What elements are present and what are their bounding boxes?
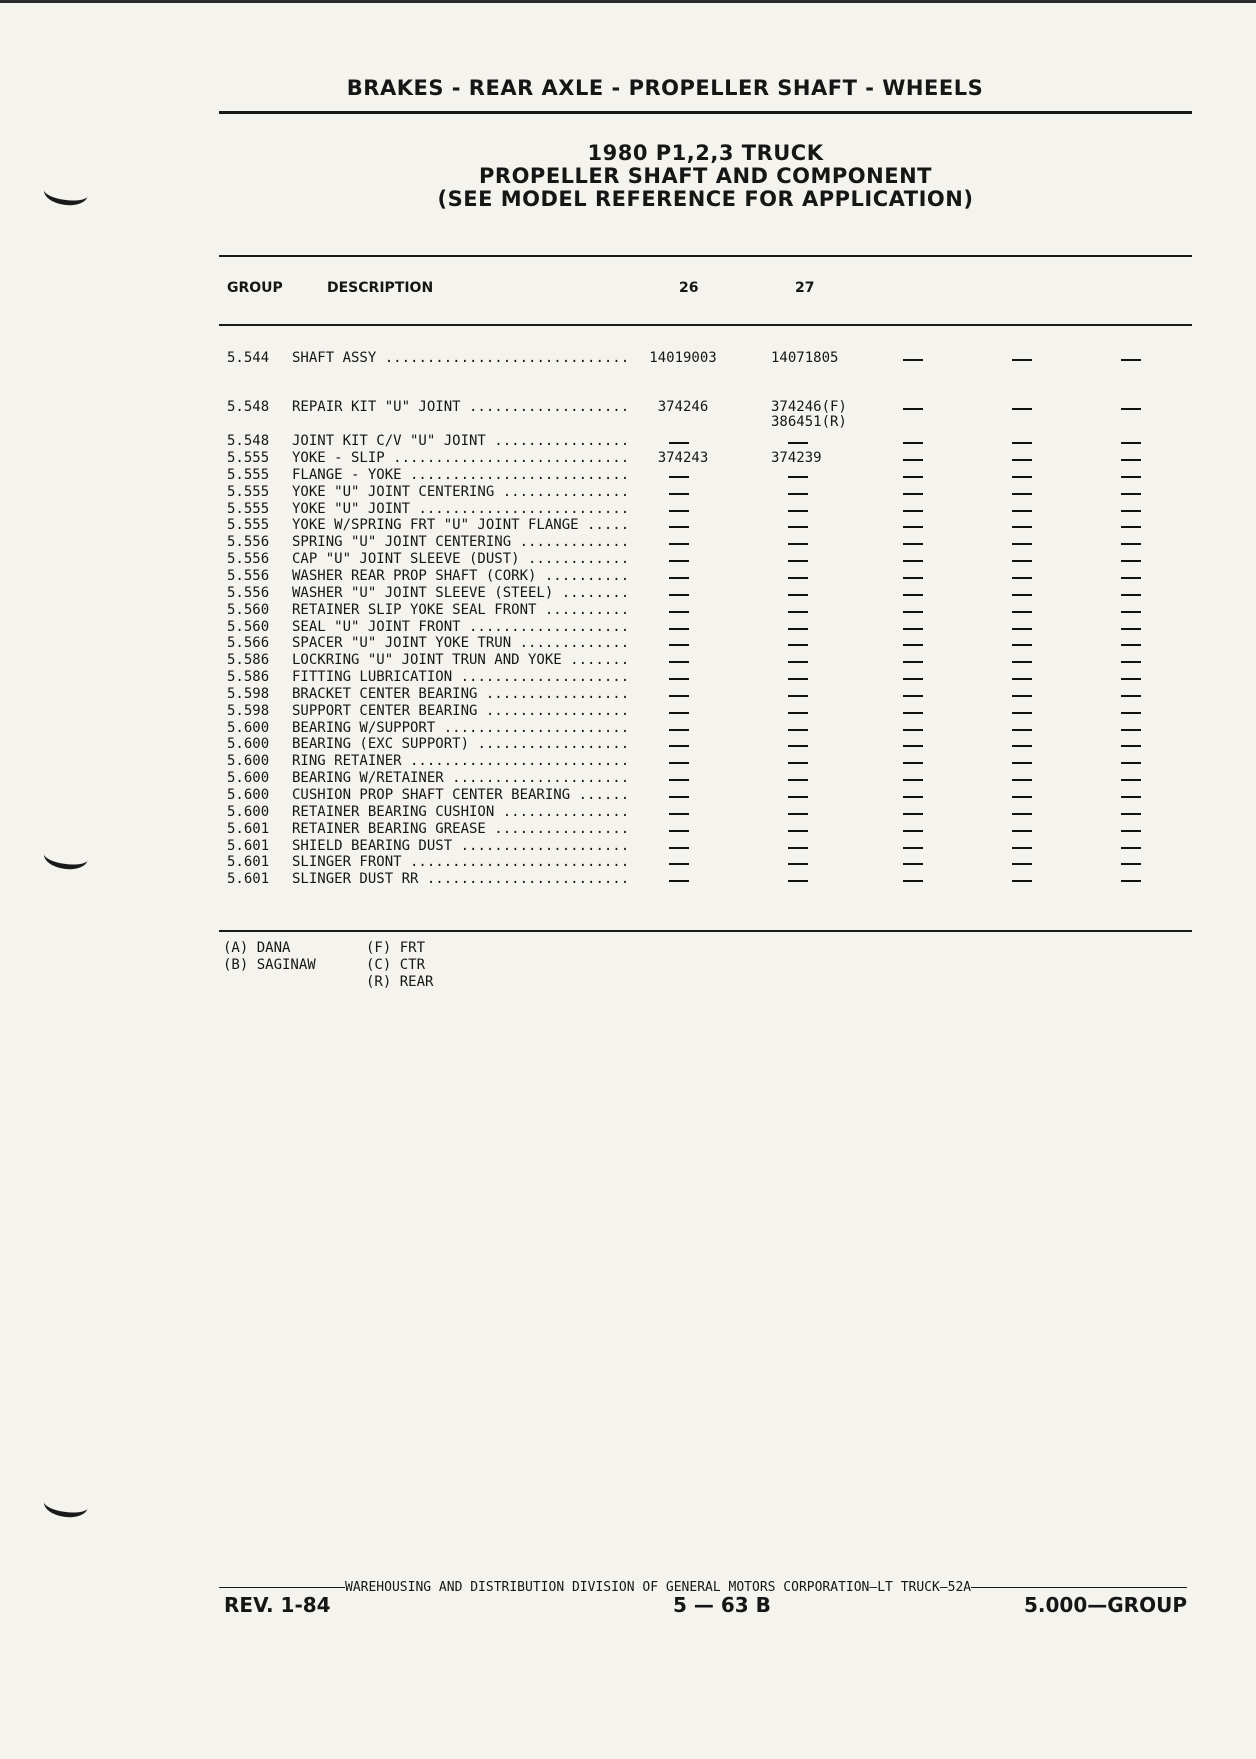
not-applicable-dash xyxy=(1012,729,1032,731)
not-applicable-dash xyxy=(788,729,808,731)
row-description: LOCKRING "U" JOINT TRUN AND YOKE ..... xyxy=(292,652,626,669)
not-applicable-dash xyxy=(669,661,689,663)
not-applicable-dash xyxy=(788,560,808,562)
not-applicable-dash xyxy=(788,526,808,528)
column-header-group: GROUP xyxy=(227,280,283,296)
row-description: YOKE W/SPRING FRT "U" JOINT FLANGE ..... xyxy=(292,517,626,534)
not-applicable-dash xyxy=(1121,863,1141,865)
not-applicable-dash xyxy=(1121,359,1141,361)
row-group-code: 5.556 xyxy=(227,551,270,568)
not-applicable-dash xyxy=(1121,779,1141,781)
row-group-code: 5.548 xyxy=(227,433,270,449)
not-applicable-dash xyxy=(669,813,689,815)
not-applicable-dash xyxy=(1012,813,1032,815)
not-applicable-dash xyxy=(903,863,923,865)
not-applicable-dash xyxy=(1012,762,1032,764)
not-applicable-dash xyxy=(669,863,689,865)
not-applicable-dash xyxy=(669,729,689,731)
row-description: RING RETAINER ..... xyxy=(292,753,626,770)
row-description: CAP "U" JOINT SLEEVE (DUST) ..... xyxy=(292,551,626,568)
not-applicable-dash xyxy=(669,476,689,478)
row-group-code: 5.600 xyxy=(227,803,270,820)
not-applicable-dash xyxy=(669,594,689,596)
footer-group: 5.000—GROUP xyxy=(1024,1593,1187,1617)
not-applicable-dash xyxy=(788,543,808,545)
column-header-description: DESCRIPTION xyxy=(327,280,434,296)
not-applicable-dash xyxy=(669,644,689,646)
not-applicable-dash xyxy=(1121,678,1141,680)
not-applicable-dash xyxy=(903,712,923,714)
not-applicable-dash xyxy=(788,712,808,714)
row-description: SLINGER DUST RR ..... xyxy=(292,871,626,888)
not-applicable-dash xyxy=(903,594,923,596)
not-applicable-dash xyxy=(669,510,689,512)
not-applicable-dash xyxy=(788,510,808,512)
not-applicable-dash xyxy=(788,644,808,646)
row-part-27: 374246(F) xyxy=(771,399,847,415)
not-applicable-dash xyxy=(1121,644,1141,646)
row-description: WASHER "U" JOINT SLEEVE (STEEL) ..... xyxy=(292,585,626,602)
not-applicable-dash xyxy=(788,611,808,613)
not-applicable-dash xyxy=(669,611,689,613)
not-applicable-dash xyxy=(1121,628,1141,630)
not-applicable-dash xyxy=(1121,577,1141,579)
binder-hole-bottom xyxy=(42,1487,89,1520)
not-applicable-dash xyxy=(1121,510,1141,512)
not-applicable-dash xyxy=(788,661,808,663)
row-description: RETAINER BEARING GREASE ..... xyxy=(292,821,626,838)
not-applicable-dash xyxy=(1121,847,1141,849)
not-applicable-dash xyxy=(1012,543,1032,545)
not-applicable-dash xyxy=(669,493,689,495)
not-applicable-dash xyxy=(669,779,689,781)
row-group-code: 5.544 xyxy=(227,350,270,366)
not-applicable-dash xyxy=(903,847,923,849)
not-applicable-dash xyxy=(1121,493,1141,495)
row-part-26: 374246 xyxy=(657,399,709,415)
not-applicable-dash xyxy=(1012,359,1032,361)
not-applicable-dash xyxy=(903,526,923,528)
not-applicable-dash xyxy=(1121,543,1141,545)
not-applicable-dash xyxy=(1012,408,1032,410)
footnote: (R) REAR xyxy=(366,974,434,990)
row-description: YOKE - SLIP ..... xyxy=(292,450,626,467)
not-applicable-dash xyxy=(903,510,923,512)
not-applicable-dash xyxy=(903,543,923,545)
not-applicable-dash xyxy=(788,476,808,478)
not-applicable-dash xyxy=(1121,661,1141,663)
not-applicable-dash xyxy=(903,661,923,663)
not-applicable-dash xyxy=(1121,594,1141,596)
not-applicable-dash xyxy=(903,493,923,495)
not-applicable-dash xyxy=(788,442,808,444)
table-top-rule xyxy=(219,255,1192,257)
row-part-27-secondary: 386451(R) xyxy=(771,414,847,430)
not-applicable-dash xyxy=(903,813,923,815)
not-applicable-dash xyxy=(788,880,808,882)
row-group-code: 5.601 xyxy=(227,871,270,888)
not-applicable-dash xyxy=(1121,476,1141,478)
not-applicable-dash xyxy=(669,628,689,630)
row-group-code: 5.556 xyxy=(227,567,270,584)
not-applicable-dash xyxy=(669,830,689,832)
footnote: (F) FRT xyxy=(366,940,426,956)
row-description: YOKE "U" JOINT ..... xyxy=(292,501,626,518)
section-title: BRAKES - REAR AXLE - PROPELLER SHAFT - WHEELS xyxy=(346,76,984,100)
footer-revision: REV. 1-84 xyxy=(224,1593,331,1617)
not-applicable-dash xyxy=(1012,560,1032,562)
row-group-code: 5.601 xyxy=(227,854,270,871)
footnote: (B) SAGINAW xyxy=(223,957,316,973)
not-applicable-dash xyxy=(1121,745,1141,747)
row-description: SUPPORT CENTER BEARING ..... xyxy=(292,703,626,720)
not-applicable-dash xyxy=(788,863,808,865)
not-applicable-dash xyxy=(669,762,689,764)
row-description: SPRING "U" JOINT CENTERING ..... xyxy=(292,534,626,551)
table-header-rule xyxy=(219,324,1192,326)
not-applicable-dash xyxy=(669,678,689,680)
row-description: BEARING W/SUPPORT ..... xyxy=(292,720,626,737)
not-applicable-dash xyxy=(903,796,923,798)
not-applicable-dash xyxy=(903,729,923,731)
row-description: REPAIR KIT "U" JOINT ..... xyxy=(292,399,626,416)
not-applicable-dash xyxy=(903,830,923,832)
not-applicable-dash xyxy=(669,847,689,849)
not-applicable-dash xyxy=(1012,847,1032,849)
not-applicable-dash xyxy=(1012,611,1032,613)
footer-publisher-text: WAREHOUSING AND DISTRIBUTION DIVISION OF GENERAL MOTORS CORPORATION—LT TRUCK—52A xyxy=(345,1580,972,1595)
not-applicable-dash xyxy=(1012,628,1032,630)
not-applicable-dash xyxy=(1121,442,1141,444)
not-applicable-dash xyxy=(1121,762,1141,764)
not-applicable-dash xyxy=(788,762,808,764)
row-description: YOKE "U" JOINT CENTERING ..... xyxy=(292,484,626,501)
row-group-code: 5.555 xyxy=(227,450,270,466)
not-applicable-dash xyxy=(1121,560,1141,562)
section-title-rule xyxy=(219,111,1192,114)
row-part-26: 374243 xyxy=(657,450,709,466)
row-group-code: 5.556 xyxy=(227,534,270,551)
not-applicable-dash xyxy=(1121,408,1141,410)
row-group-code: 5.601 xyxy=(227,837,270,854)
row-description: SPACER "U" JOINT YOKE TRUN ..... xyxy=(292,635,626,652)
footer-rule-right xyxy=(971,1587,1187,1589)
not-applicable-dash xyxy=(903,408,923,410)
not-applicable-dash xyxy=(669,526,689,528)
row-description: SHAFT ASSY ..... xyxy=(292,350,626,367)
footer-rule-left xyxy=(219,1587,345,1589)
footnotes-right xyxy=(366,940,433,991)
not-applicable-dash xyxy=(788,745,808,747)
row-group-code: 5.598 xyxy=(227,685,270,702)
not-applicable-dash xyxy=(1012,796,1032,798)
not-applicable-dash xyxy=(903,678,923,680)
footnote: (A) DANA xyxy=(223,940,291,956)
not-applicable-dash xyxy=(903,577,923,579)
row-description: SEAL "U" JOINT FRONT ..... xyxy=(292,619,626,636)
not-applicable-dash xyxy=(1012,695,1032,697)
not-applicable-dash xyxy=(903,459,923,461)
not-applicable-dash xyxy=(1012,779,1032,781)
row-group-code: 5.600 xyxy=(227,787,270,803)
row-group-code: 5.560 xyxy=(227,618,270,635)
row-group-code: 5.586 xyxy=(227,669,270,686)
binder-hole-top xyxy=(42,175,89,208)
not-applicable-dash xyxy=(903,359,923,361)
not-applicable-dash xyxy=(1012,880,1032,882)
not-applicable-dash xyxy=(1012,661,1032,663)
not-applicable-dash xyxy=(1012,510,1032,512)
not-applicable-dash xyxy=(669,880,689,882)
row-group-code: 5.556 xyxy=(227,584,270,601)
row-group-code: 5.600 xyxy=(227,736,270,753)
not-applicable-dash xyxy=(788,830,808,832)
not-applicable-dash xyxy=(788,577,808,579)
row-group-code: 5.555 xyxy=(227,483,270,500)
not-applicable-dash xyxy=(1121,695,1141,697)
not-applicable-dash xyxy=(903,476,923,478)
row-description: WASHER REAR PROP SHAFT (CORK) ..... xyxy=(292,568,626,585)
not-applicable-dash xyxy=(1012,526,1032,528)
row-group-code: 5.600 xyxy=(227,770,270,787)
not-applicable-dash xyxy=(1012,459,1032,461)
not-applicable-dash xyxy=(1121,611,1141,613)
not-applicable-dash xyxy=(788,678,808,680)
row-group-code: 5.566 xyxy=(227,635,270,652)
not-applicable-dash xyxy=(1121,459,1141,461)
row-group-code: 5.548 xyxy=(227,399,270,415)
row-description: FLANGE - YOKE ..... xyxy=(292,467,626,484)
not-applicable-dash xyxy=(903,644,923,646)
row-group-code: 5.555 xyxy=(227,517,270,534)
not-applicable-dash xyxy=(788,594,808,596)
not-applicable-dash xyxy=(1121,712,1141,714)
not-applicable-dash xyxy=(1121,526,1141,528)
not-applicable-dash xyxy=(788,847,808,849)
not-applicable-dash xyxy=(669,560,689,562)
not-applicable-dash xyxy=(788,813,808,815)
not-applicable-dash xyxy=(669,712,689,714)
row-group-code: 5.586 xyxy=(227,652,270,669)
not-applicable-dash xyxy=(788,796,808,798)
not-applicable-dash xyxy=(788,695,808,697)
row-description: BEARING W/RETAINER ..... xyxy=(292,770,626,787)
not-applicable-dash xyxy=(1012,493,1032,495)
not-applicable-dash xyxy=(1121,830,1141,832)
not-applicable-dash xyxy=(903,611,923,613)
heading-line-1: 1980 P1,2,3 TRUCK xyxy=(587,141,824,165)
row-description: RETAINER BEARING CUSHION ..... xyxy=(292,804,626,821)
row-part-27: 14071805 xyxy=(771,350,839,366)
not-applicable-dash xyxy=(1121,729,1141,731)
not-applicable-dash xyxy=(1012,863,1032,865)
not-applicable-dash xyxy=(903,695,923,697)
not-applicable-dash xyxy=(1012,644,1032,646)
not-applicable-dash xyxy=(788,493,808,495)
row-group-code: 5.598 xyxy=(227,702,270,719)
not-applicable-dash xyxy=(1012,712,1032,714)
row-description: RETAINER SLIP YOKE SEAL FRONT ..... xyxy=(292,602,626,619)
page-top-edge xyxy=(0,0,1256,3)
not-applicable-dash xyxy=(1012,830,1032,832)
row-group-code: 5.601 xyxy=(227,820,270,837)
not-applicable-dash xyxy=(903,560,923,562)
row-group-code: 5.560 xyxy=(227,601,270,618)
not-applicable-dash xyxy=(669,695,689,697)
not-applicable-dash xyxy=(903,628,923,630)
not-applicable-dash xyxy=(903,442,923,444)
not-applicable-dash xyxy=(1012,594,1032,596)
binder-hole-middle xyxy=(42,839,89,872)
row-part-26: 14019003 xyxy=(649,350,717,366)
not-applicable-dash xyxy=(1012,442,1032,444)
not-applicable-dash xyxy=(669,442,689,444)
not-applicable-dash xyxy=(788,628,808,630)
not-applicable-dash xyxy=(669,745,689,747)
not-applicable-dash xyxy=(1012,745,1032,747)
heading-line-3: (SEE MODEL REFERENCE FOR APPLICATION) xyxy=(437,187,974,211)
not-applicable-dash xyxy=(788,779,808,781)
not-applicable-dash xyxy=(903,745,923,747)
not-applicable-dash xyxy=(669,796,689,798)
row-part-27: 374239 xyxy=(771,450,822,466)
row-description: BEARING (EXC SUPPORT) ..... xyxy=(292,736,626,753)
row-group-code: 5.600 xyxy=(227,753,270,770)
row-group-code: 5.600 xyxy=(227,719,270,736)
column-header-26: 26 xyxy=(679,280,699,296)
not-applicable-dash xyxy=(1012,476,1032,478)
heading-line-2: PROPELLER SHAFT AND COMPONENT xyxy=(479,164,932,188)
footnotes-left xyxy=(223,940,316,974)
not-applicable-dash xyxy=(903,779,923,781)
not-applicable-dash xyxy=(669,543,689,545)
not-applicable-dash xyxy=(1121,880,1141,882)
not-applicable-dash xyxy=(903,762,923,764)
row-group-code: 5.555 xyxy=(227,500,270,517)
not-applicable-dash xyxy=(1121,813,1141,815)
row-description: FITTING LUBRICATION ..... xyxy=(292,669,626,686)
table-bottom-rule xyxy=(219,930,1192,932)
row-description: CUSHION PROP SHAFT CENTER BEARING ..... xyxy=(292,787,626,804)
catalog-heading xyxy=(219,142,1192,211)
row-description: JOINT KIT C/V "U" JOINT ..... xyxy=(292,433,626,450)
not-applicable-dash xyxy=(1121,796,1141,798)
not-applicable-dash xyxy=(1012,678,1032,680)
row-group-code: 5.555 xyxy=(227,466,270,483)
footer-page-number: 5 — 63 B xyxy=(673,1593,771,1617)
not-applicable-dash xyxy=(903,880,923,882)
row-description: SLINGER FRONT ..... xyxy=(292,854,626,871)
row-description: BRACKET CENTER BEARING ..... xyxy=(292,686,626,703)
not-applicable-dash xyxy=(1012,577,1032,579)
footnote: (C) CTR xyxy=(366,957,426,973)
row-description: SHIELD BEARING DUST ..... xyxy=(292,838,626,855)
column-header-27: 27 xyxy=(795,280,815,296)
not-applicable-dash xyxy=(669,577,689,579)
